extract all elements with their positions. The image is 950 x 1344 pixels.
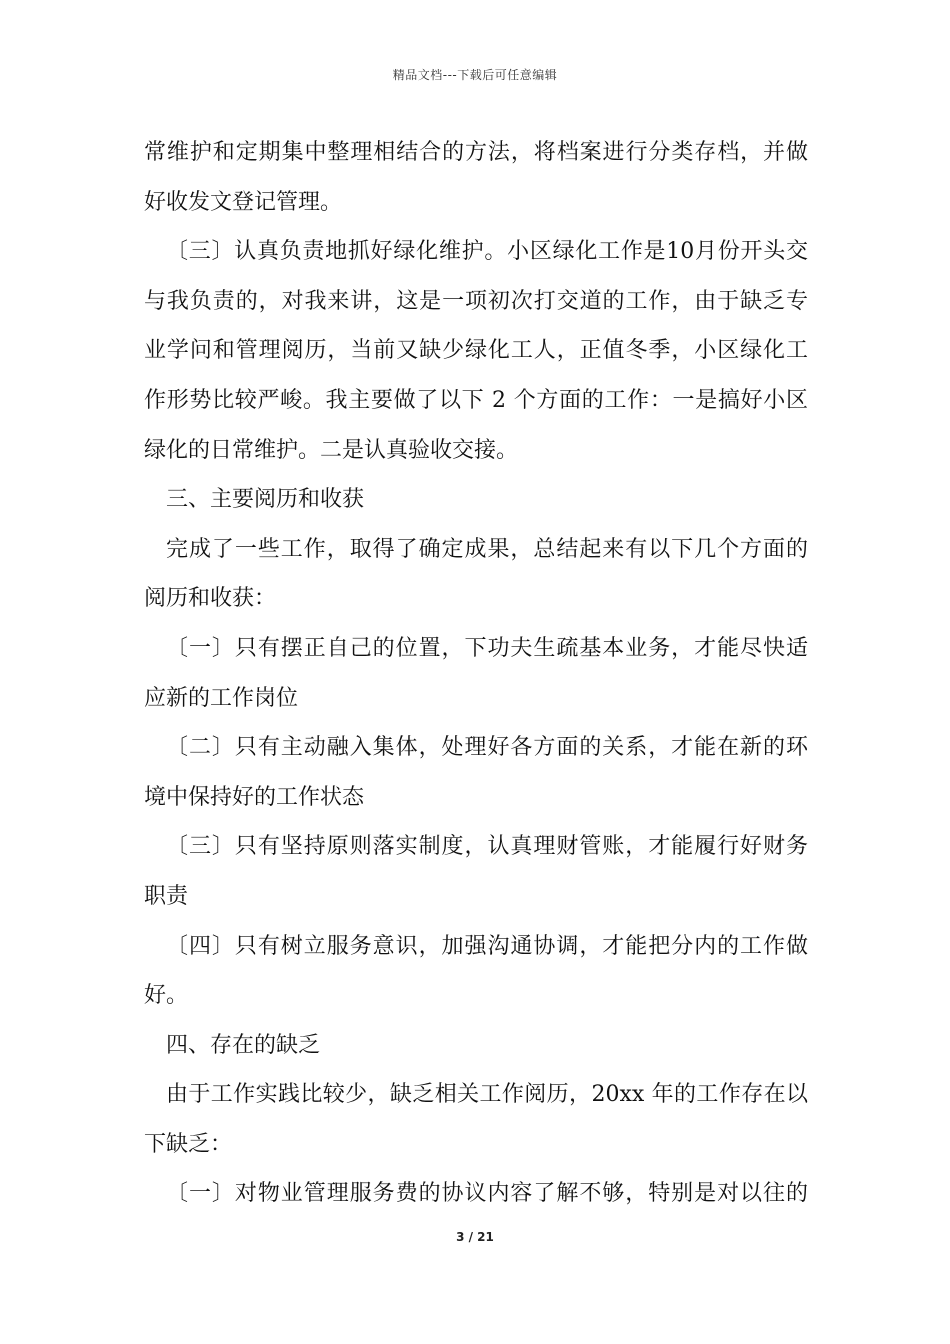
text-line: 绿化的日常维护。二是认真验收交接。: [144, 437, 519, 463]
text-line: 四、存在的缺乏: [166, 1032, 321, 1058]
text-line: 好。: [144, 983, 189, 1009]
text-line: 业学问和管理阅历，当前又缺少绿化工人，正值冬季，小区绿化工: [144, 338, 808, 364]
text-line: 三、主要阅历和收获: [166, 487, 365, 513]
text-line: 作形势比较严峻。我主要做了以下 2 个方面的工作：一是搞好小区: [144, 387, 808, 413]
text-line: 〔一〕只有摆正自己的位置，下功夫生疏基本业务，才能尽快适: [166, 635, 808, 661]
text-line: 境中保持好的工作状态: [144, 784, 365, 810]
text-line: 由于工作实践比较少，缺乏相关工作阅历，20xx 年的工作存在以: [166, 1082, 808, 1108]
text-line: 应新的工作岗位: [144, 685, 299, 711]
document-body: [144, 128, 808, 1219]
text-line: 下缺乏：: [144, 1131, 233, 1157]
text-line: 职责: [144, 883, 189, 909]
page-header: 精品文档---下载后可任意编辑: [392, 68, 558, 82]
text-line: 〔四〕只有树立服务意识，加强沟通协调，才能把分内的工作做: [166, 933, 808, 959]
text-line: 〔二〕只有主动融入集体，处理好各方面的关系，才能在新的环: [166, 735, 808, 761]
text-line: 〔三〕只有坚持原则落实制度，认真理财管账，才能履行好财务: [166, 834, 808, 860]
text-line: 与我负责的，对我来讲，这是一项初次打交道的工作，由于缺乏专: [144, 288, 808, 314]
text-line: 常维护和定期集中整理相结合的方法，将档案进行分类存档，并做: [144, 140, 808, 165]
text-line: 〔一〕对物业管理服务费的协议内容了解不够，特别是对以往的: [166, 1181, 808, 1207]
text-line: 好收发文登记管理。: [144, 189, 343, 215]
text-line: 阅历和收获：: [144, 586, 277, 612]
page-number: 3 / 21: [456, 1230, 494, 1244]
text-line: 〔三〕认真负责地抓好绿化维护。小区绿化工作是10月份开头交: [166, 239, 808, 265]
text-line: 完成了一些工作，取得了确定成果，总结起来有以下几个方面的: [166, 536, 808, 562]
